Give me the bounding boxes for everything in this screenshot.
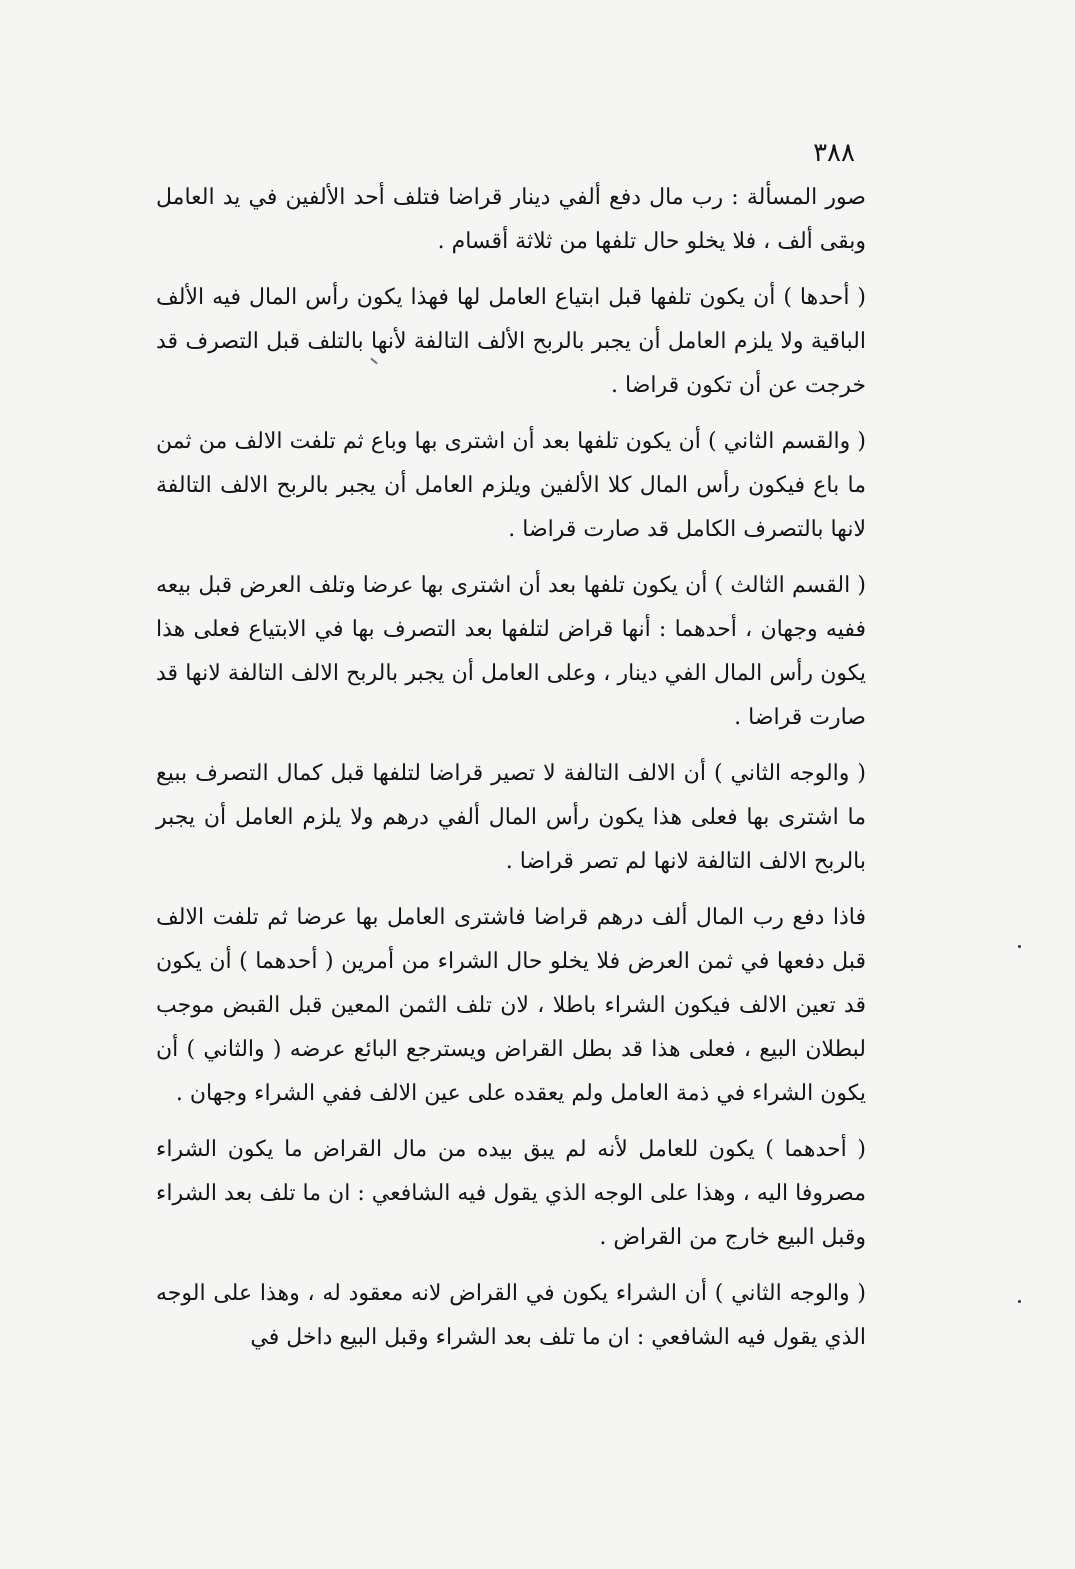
paragraph: ( أحدهما ) يكون للعامل لأنه لم يبق بيده من مال القراض ما يكون الشراء مصروفا اليه ، وهذا على الوجه الذي يقول فيه الشافعي : ان ما تلف بعد الشراء وقبل البيع خارج من القراض . (156, 1137, 866, 1250)
page-number: ٣٨٨ (813, 138, 855, 168)
paragraph: ( والوجه الثاني ) أن الالف التالفة لا تصير قراضا لتلفها قبل كمال التصرف ببيع ما اشترى بها فعلى هذا يكون رأس المال ألفي درهم ولا يلزم العامل أن يجبر بالربح الالف التالفة لانها لم تصر قراضا . (156, 761, 866, 874)
paragraph: ( والقسم الثاني ) أن يكون تلفها بعد أن اشترى بها وباع ثم تلفت الالف من ثمن ما باع فيكون رأس المال كلا الألفين ويلزم العامل أن يجبر بالربح الالف التالفة لانها بالتصرف الكامل قد صارت قراضا . (156, 429, 866, 542)
body-text (156, 176, 866, 1372)
scan-dot (1018, 945, 1021, 948)
scan-dot (1018, 1300, 1021, 1303)
paragraph: ( القسم الثالث ) أن يكون تلفها بعد أن اشترى بها عرضا وتلف العرض قبل بيعه ففيه وجهان ، أحدهما : أنها قراض لتلفها بعد التصرف بها في الابتياع فعلى هذا يكون رأس المال الفي دينار ، وعلى العامل أن يجبر بالربح الالف التالفة لانها قد صارت قراضا . (156, 573, 866, 730)
paragraph: ( والوجه الثاني ) أن الشراء يكون في القراض لانه معقود له ، وهذا على الوجه الذي يقول فيه الشافعي : ان ما تلف بعد الشراء وقبل البيع داخل في (156, 1281, 866, 1350)
paragraph: ( أحدها ) أن يكون تلفها قبل ابتياع العامل لها فهذا يكون رأس المال فيه الألف الباقية ولا يلزم العامل أن يجبر بالربح الألف التالفة لأنها بالتلف قبل التصرف قد خرجت عن أن تكون قراضا . (156, 285, 866, 398)
paragraph: صور المسألة : رب مال دفع ألفي دينار قراضا فتلف أحد الألفين في يد العامل وبقى ألف ، فلا يخلو حال تلفها من ثلاثة أقسام . (156, 185, 866, 254)
paragraph: فاذا دفع رب المال ألف درهم قراضا فاشترى العامل بها عرضا ثم تلفت الالف قبل دفعها في ثمن العرض فلا يخلو حال الشراء من أمرين ( أحدهما ) أن يكون قد تعين الالف فيكون الشراء باطلا ، لان تلف الثمن المعين قبل القبض موجب لبطلان البيع ، فعلى هذا قد بطل القراض ويسترجع البائع عرضه ( والثاني ) أن يكون الشراء في ذمة العامل ولم يعقده على عين الالف ففي الشراء وجهان . (156, 905, 866, 1106)
